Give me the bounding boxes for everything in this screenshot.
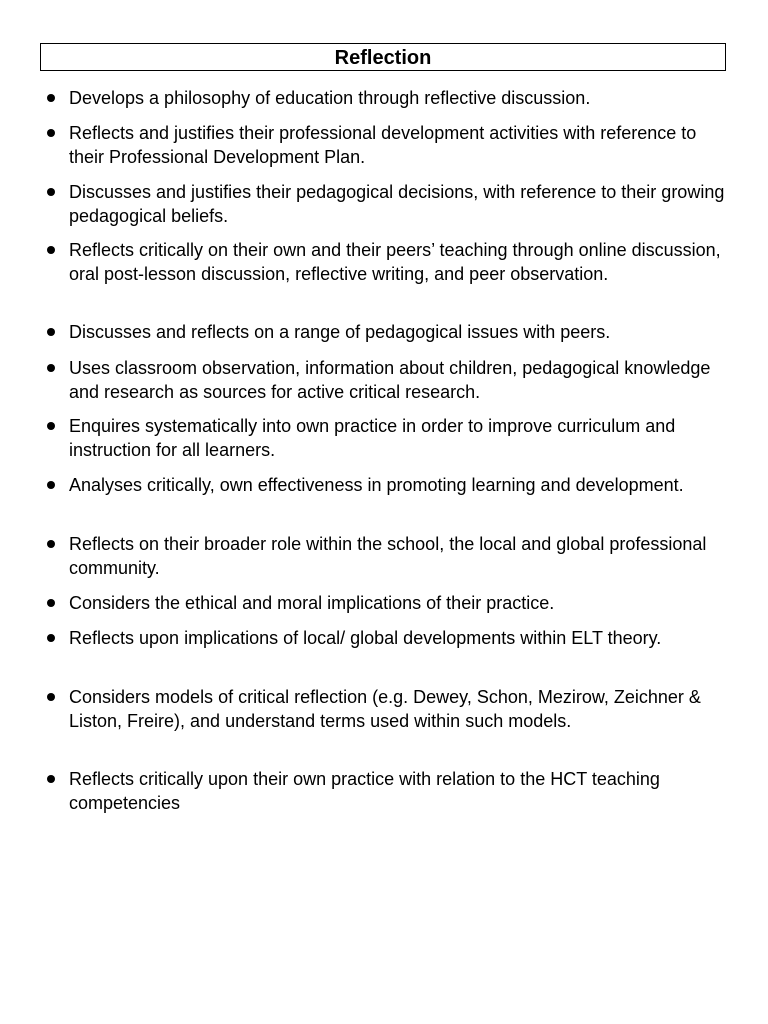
list-item-text: Reflects and justifies their professional development activities with reference to their Professional Development Plan.: [69, 123, 697, 167]
bullet-icon: [47, 246, 55, 254]
bullet-icon: [47, 188, 55, 196]
list-item-text: Reflects critically upon their own practice with relation to the HCT teaching competencies: [69, 769, 660, 813]
bullet-icon: [47, 775, 55, 783]
list-item-text: Reflects upon implications of local/ global developments within ELT theory.: [69, 628, 662, 648]
list-item-text: Develops a philosophy of education through reflective discussion.: [69, 88, 591, 108]
bullet-icon: [47, 328, 55, 336]
section-title: Reflection: [40, 43, 726, 71]
bullet-icon: [47, 94, 55, 102]
list-item-text: Considers the ethical and moral implications of their practice.: [69, 593, 555, 613]
bullet-icon: [47, 364, 55, 372]
list-item-text: Discusses and justifies their pedagogical decisions, with reference to their growing pedagogical beliefs.: [69, 182, 725, 226]
bullet-icon: [47, 693, 55, 701]
bullet-icon: [47, 540, 55, 548]
list-item-text: Enquires systematically into own practice in order to improve curriculum and instruction for all learners.: [69, 416, 676, 460]
list-item-text: Uses classroom observation, information about children, pedagogical knowledge and research as sources for active critical research.: [69, 358, 711, 402]
bullet-icon: [47, 422, 55, 430]
list-item-text: Reflects on their broader role within the school, the local and global professional community.: [69, 534, 707, 578]
list-item-text: Considers models of critical reflection (e.g. Dewey, Schon, Mezirow, Zeichner & Liston, Freire), and understand terms used within such models.: [69, 687, 701, 731]
bullet-icon: [47, 481, 55, 489]
bullet-icon: [47, 599, 55, 607]
bullet-icon: [47, 129, 55, 137]
list-item-text: Analyses critically, own effectiveness in promoting learning and development.: [69, 475, 684, 495]
list-item-text: Discusses and reflects on a range of pedagogical issues with peers.: [69, 322, 611, 342]
bullet-icon: [47, 634, 55, 642]
list-item-text: Reflects critically on their own and their peers’ teaching through online discussion, oral post-lesson discussion, reflective writing, and peer observation.: [69, 240, 721, 284]
